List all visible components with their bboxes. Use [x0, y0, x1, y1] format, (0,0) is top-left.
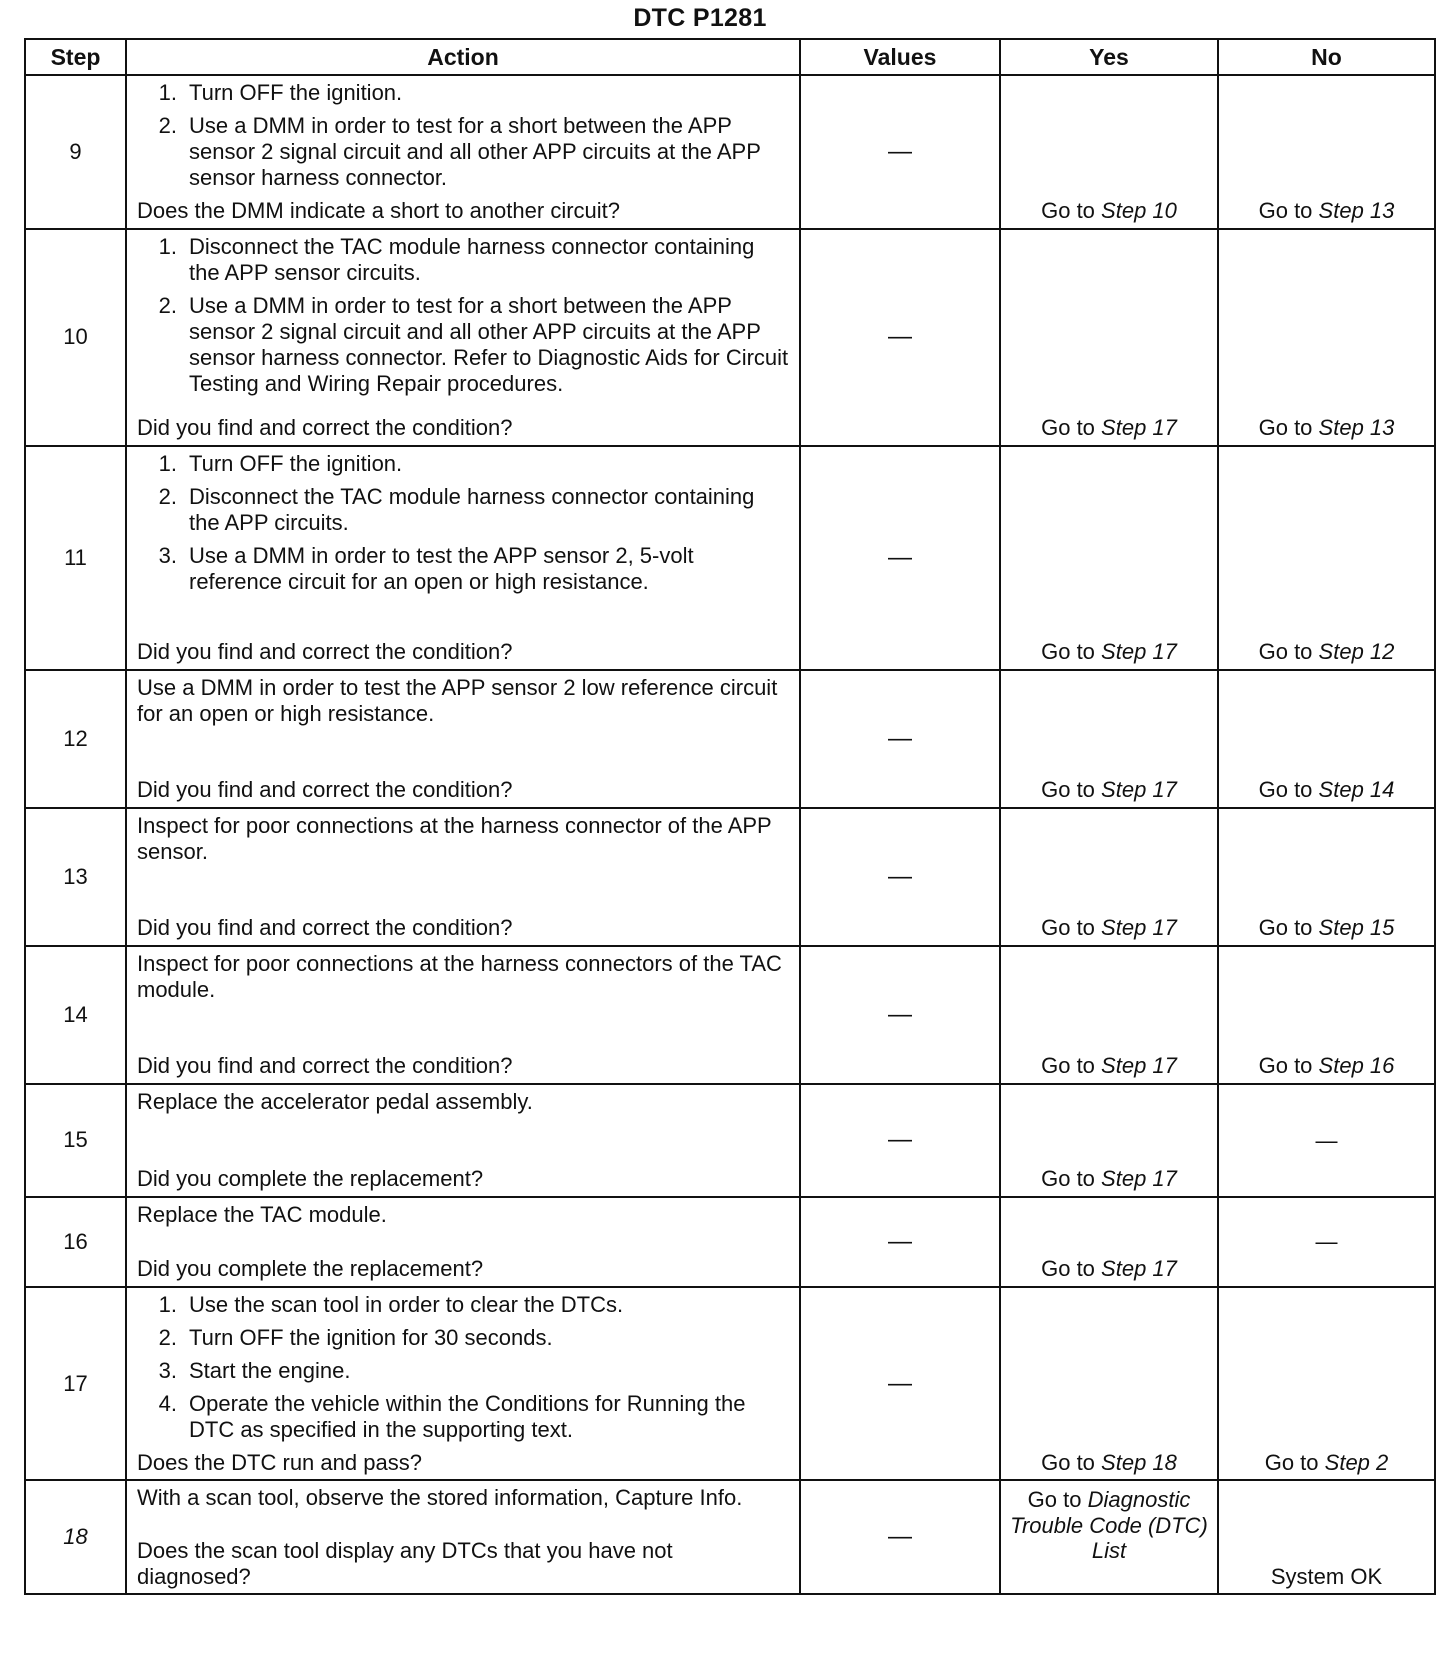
goto-target: Step 17	[1101, 1256, 1177, 1282]
action-steps	[137, 234, 789, 415]
step-item-text: Use a DMM in order to test the APP sensor 2, 5-volt reference circuit for an open or high resistance.	[189, 542, 694, 594]
action-cell	[126, 808, 800, 946]
step-number: 17	[25, 1287, 126, 1481]
step-number: 9	[25, 75, 126, 229]
goto-target: Step 17	[1101, 639, 1177, 665]
action-text: Inspect for poor connections at the harness connectors of the TAC module.	[137, 950, 782, 1002]
step-item-text: Turn OFF the ignition.	[189, 80, 403, 105]
header-yes: Yes	[1000, 39, 1218, 75]
values-cell: —	[800, 1084, 1000, 1197]
goto-prefix: Go to	[1027, 1487, 1082, 1513]
yes-cell	[1000, 1480, 1218, 1594]
yes-cell	[1000, 446, 1218, 670]
table-row	[25, 670, 1435, 808]
action-step-item	[137, 1391, 789, 1443]
action-text: Inspect for poor connections at the harness connector of the APP sensor.	[137, 812, 772, 864]
yes-cell	[1000, 1084, 1218, 1197]
table-header-row	[25, 39, 1435, 75]
action-question: Did you find and correct the condition?	[137, 1052, 513, 1078]
yes-cell	[1000, 946, 1218, 1084]
goto-target: Step 13	[1318, 198, 1395, 224]
table-row	[25, 946, 1435, 1084]
table-row	[25, 1084, 1435, 1197]
action-question: Did you find and correct the condition?	[137, 638, 513, 664]
table-row	[25, 446, 1435, 670]
step-number: 13	[25, 808, 126, 946]
step-number: 16	[25, 1197, 126, 1287]
goto-prefix: Go to	[1041, 1166, 1095, 1192]
action-step-item	[137, 484, 789, 536]
action-content	[127, 230, 799, 445]
step-item-number: 1.	[158, 1291, 177, 1317]
header-step: Step	[25, 39, 126, 75]
page-title: DTC P1281	[633, 4, 767, 32]
goto-target: Step 12	[1318, 639, 1395, 665]
values-cell: —	[800, 446, 1000, 670]
action-cell	[126, 1480, 800, 1594]
no-cell	[1218, 946, 1435, 1084]
action-step-item	[137, 1292, 789, 1318]
action-content	[127, 1288, 799, 1480]
action-content	[127, 447, 799, 669]
values-cell: —	[800, 1287, 1000, 1481]
no-cell: System OK	[1218, 1480, 1435, 1594]
step-item-number: 1.	[158, 80, 177, 105]
no-cell	[1218, 1287, 1435, 1481]
goto-prefix: Go to	[1258, 915, 1313, 941]
goto-prefix: Go to	[1041, 198, 1095, 224]
goto-prefix: Go to	[1258, 777, 1313, 803]
action-step-item	[137, 451, 789, 477]
step-item-number: 2.	[158, 483, 177, 509]
action-cell	[126, 670, 800, 808]
step-item-text: Turn OFF the ignition for 30 seconds.	[189, 1324, 553, 1350]
values-cell: —	[800, 808, 1000, 946]
action-steps	[137, 1485, 789, 1537]
table-row	[25, 229, 1435, 446]
table-row	[25, 1197, 1435, 1287]
step-item-text: Use a DMM in order to test for a short between the APP sensor 2 signal circuit and all other APP circuits at the APP sensor harness connector.	[189, 112, 761, 190]
action-question: Does the DTC run and pass?	[137, 1449, 422, 1475]
action-step-item	[137, 1358, 789, 1384]
goto-target: Step 17	[1101, 1053, 1177, 1079]
step-item-number: 2.	[158, 292, 177, 318]
goto-target: Step 17	[1101, 1166, 1177, 1192]
action-question: Did you find and correct the condition?	[137, 914, 513, 940]
action-steps	[137, 80, 789, 198]
action-cell	[126, 1084, 800, 1197]
goto-prefix: Go to	[1041, 1256, 1095, 1282]
step-item-text: Operate the vehicle within the Conditions for Running the DTC as specified in the supporting text.	[189, 1390, 746, 1442]
step-item-number: 3.	[158, 542, 177, 568]
action-step-item	[137, 113, 789, 191]
step-item-text: Disconnect the TAC module harness connector containing the APP sensor circuits.	[189, 233, 755, 285]
goto-target: Step 17	[1101, 777, 1177, 803]
action-content	[127, 1085, 799, 1196]
goto-target: Step 16	[1318, 1053, 1395, 1079]
step-number: 14	[25, 946, 126, 1084]
goto-prefix: Go to	[1041, 777, 1095, 803]
goto-target: Step 18	[1101, 1450, 1177, 1476]
table-row	[25, 808, 1435, 946]
action-question: Did you find and correct the condition?	[137, 776, 513, 802]
goto-target: Step 13	[1318, 415, 1395, 441]
action-text: Replace the accelerator pedal assembly.	[137, 1088, 533, 1114]
action-steps	[137, 1202, 789, 1256]
action-content	[127, 1481, 799, 1593]
no-cell	[1218, 670, 1435, 808]
goto-target: Step 14	[1318, 777, 1395, 803]
goto-target: Step 17	[1101, 415, 1177, 441]
action-text: With a scan tool, observe the stored information, Capture Info.	[137, 1485, 743, 1511]
action-text: Use a DMM in order to test the APP sensor 2 low reference circuit for an open or high resistance.	[137, 674, 778, 726]
step-number: 11	[25, 446, 126, 670]
goto-prefix: Go to	[1258, 1053, 1313, 1079]
goto-target: Step 2	[1324, 1450, 1389, 1476]
step-number: 10	[25, 229, 126, 446]
step-item-number: 1.	[158, 233, 177, 259]
dtc-table	[24, 38, 1436, 1595]
goto-target: Step 10	[1101, 198, 1177, 224]
step-item-text: Start the engine.	[189, 1357, 351, 1383]
action-cell	[126, 1287, 800, 1481]
no-cell: —	[1218, 1084, 1435, 1197]
goto-target: Step 17	[1101, 915, 1177, 941]
step-number: 12	[25, 670, 126, 808]
action-cell	[126, 446, 800, 670]
action-question: Did you complete the replacement?	[137, 1255, 484, 1281]
goto-prefix: Go to	[1258, 198, 1313, 224]
action-cell	[126, 229, 800, 446]
step-number: 18	[25, 1480, 126, 1594]
values-cell: —	[800, 1197, 1000, 1287]
step-item-text: Use a DMM in order to test for a short between the APP sensor 2 signal circuit and all other APP circuits at the APP sensor harness connector. Refer to Diagnostic Aids for Circuit Testing and Wiring Repair procedures.	[189, 292, 789, 396]
action-content	[127, 1198, 799, 1286]
no-cell	[1218, 75, 1435, 229]
goto-prefix: Go to	[1258, 639, 1313, 665]
goto-target: Diagnostic Trouble Code (DTC) List	[1010, 1487, 1208, 1564]
action-step-item	[137, 234, 789, 286]
goto-prefix: Go to	[1041, 639, 1095, 665]
yes-cell	[1000, 75, 1218, 229]
action-question: Did you find and correct the condition?	[137, 414, 513, 440]
goto-prefix: Go to	[1258, 415, 1313, 441]
action-text: Replace the TAC module.	[137, 1201, 387, 1227]
values-cell: —	[800, 946, 1000, 1084]
action-step-item	[137, 80, 789, 106]
goto-prefix: Go to	[1041, 915, 1095, 941]
step-item-number: 2.	[158, 112, 177, 138]
values-cell: —	[800, 75, 1000, 229]
action-steps	[137, 951, 789, 1053]
step-item-text: Use the scan tool in order to clear the DTCs.	[189, 1291, 624, 1317]
action-steps	[137, 675, 789, 777]
action-content	[127, 809, 799, 945]
step-number: 15	[25, 1084, 126, 1197]
action-cell	[126, 75, 800, 229]
header-action: Action	[126, 39, 800, 75]
action-content	[127, 671, 799, 807]
step-item-number: 1.	[158, 450, 177, 476]
action-step-item	[137, 543, 789, 595]
values-cell: —	[800, 670, 1000, 808]
yes-cell	[1000, 229, 1218, 446]
step-item-number: 4.	[158, 1390, 177, 1416]
step-item-text: Turn OFF the ignition.	[189, 450, 403, 476]
action-cell	[126, 1197, 800, 1287]
action-question: Did you complete the replacement?	[137, 1165, 484, 1191]
goto-target: Step 15	[1318, 915, 1395, 941]
no-cell: —	[1218, 1197, 1435, 1287]
table-row	[25, 1287, 1435, 1481]
action-content	[127, 947, 799, 1083]
yes-cell	[1000, 670, 1218, 808]
table-row	[25, 1480, 1435, 1594]
goto-prefix: Go to	[1041, 1053, 1095, 1079]
action-question: Does the DMM indicate a short to another circuit?	[137, 197, 621, 223]
action-steps	[137, 813, 789, 915]
table-row	[25, 75, 1435, 229]
action-cell	[126, 946, 800, 1084]
values-cell: —	[800, 229, 1000, 446]
step-item-text: Disconnect the TAC module harness connector containing the APP circuits.	[189, 483, 755, 535]
action-steps	[137, 1292, 789, 1450]
yes-cell	[1000, 1197, 1218, 1287]
step-item-number: 3.	[158, 1357, 177, 1383]
no-cell	[1218, 446, 1435, 670]
action-step-item	[137, 293, 789, 397]
no-cell	[1218, 229, 1435, 446]
action-steps	[137, 1089, 789, 1166]
action-content	[127, 76, 799, 228]
no-cell	[1218, 808, 1435, 946]
header-no: No	[1218, 39, 1435, 75]
yes-cell	[1000, 1287, 1218, 1481]
goto-prefix: Go to	[1041, 415, 1095, 441]
goto-prefix: Go to	[1041, 1450, 1095, 1476]
yes-cell	[1000, 808, 1218, 946]
action-steps	[137, 451, 789, 639]
action-question: Does the scan tool display any DTCs that you have not diagnosed?	[137, 1537, 673, 1589]
goto-prefix: Go to	[1264, 1450, 1319, 1476]
values-cell: —	[800, 1480, 1000, 1594]
step-item-number: 2.	[158, 1324, 177, 1350]
header-values: Values	[800, 39, 1000, 75]
action-step-item	[137, 1325, 789, 1351]
